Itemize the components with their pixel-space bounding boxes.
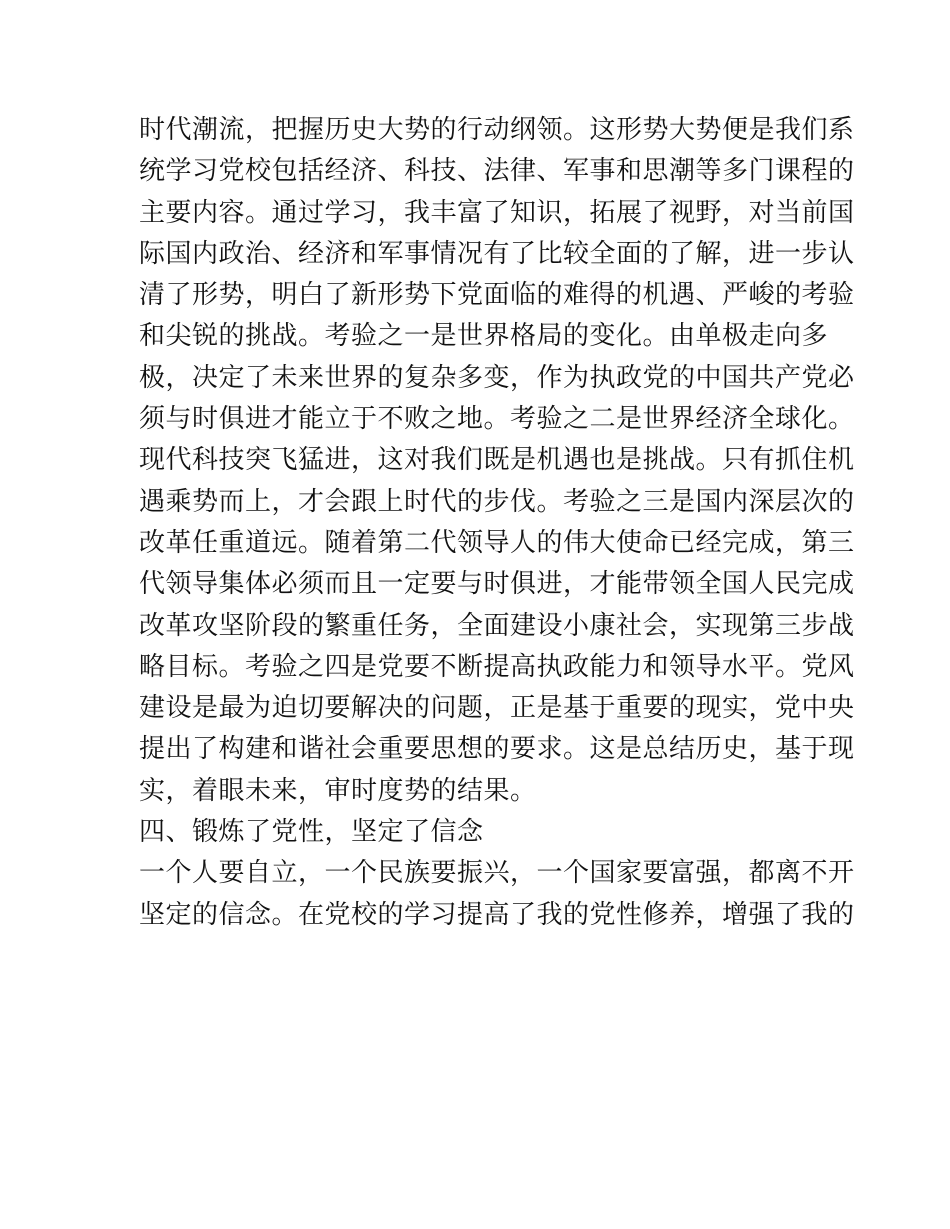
text-line: 现代科技突飞猛进，这对我们既是机遇也是挑战。只有抓住机 [139, 445, 855, 476]
text-line: 改革攻坚阶段的繁重任务，全面建设小康社会，实现第三步战 [139, 610, 855, 641]
text-line: 和尖锐的挑战。考验之一是世界格局的变化。由单极走向多 [139, 321, 829, 352]
text-line: 时代潮流，把握历史大势的行动纲领。这形势大势便是我们系 [139, 115, 855, 145]
text-line: 遇乘势而上，才会跟上时代的步伐。考验之三是国内深层次的 [139, 486, 855, 517]
text-line: 代领导集体必须而且一定要与时俱进，才能带领全国人民完成 [139, 569, 855, 600]
text-line: 略目标。考验之四是党要不断提高执政能力和领导水平。党风 [139, 651, 855, 682]
text-line: 际国内政治、经济和军事情况有了比较全面的了解，进一步认 [139, 238, 855, 269]
text-line: 主要内容。通过学习，我丰富了知识，拓展了视野，对当前国 [139, 197, 855, 228]
text-line: 清了形势，明白了新形势下党面临的难得的机遇、严峻的考验 [139, 280, 855, 311]
text-line: 建设是最为迫切要解决的问题，正是基于重要的现实，党中央 [139, 693, 855, 724]
text-line: 统学习党校包括经济、科技、法律、军事和思潮等多门课程的 [139, 156, 855, 187]
text-line: 极，决定了未来世界的复杂多变，作为执政党的中国共产党必 [139, 362, 855, 393]
text-line: 坚定的信念。在党校的学习提高了我的党性修养，增强了我的 [139, 899, 855, 930]
body-text [139, 110, 855, 936]
text-line: 一个人要自立，一个民族要振兴，一个国家要富强，都离不开 [139, 858, 855, 889]
text-line: 须与时俱进才能立于不败之地。考验之二是世界经济全球化。 [139, 404, 855, 435]
section-heading: 四、锻炼了党性，坚定了信念 [139, 817, 484, 848]
text-line: 实，着眼未来，审时度势的结果。 [139, 775, 537, 806]
text-line: 改革任重道远。随着第二代领导人的伟大使命已经完成，第三 [139, 527, 855, 558]
text-line: 提出了构建和谐社会重要思想的要求。这是总结历史，基于现 [139, 734, 855, 765]
